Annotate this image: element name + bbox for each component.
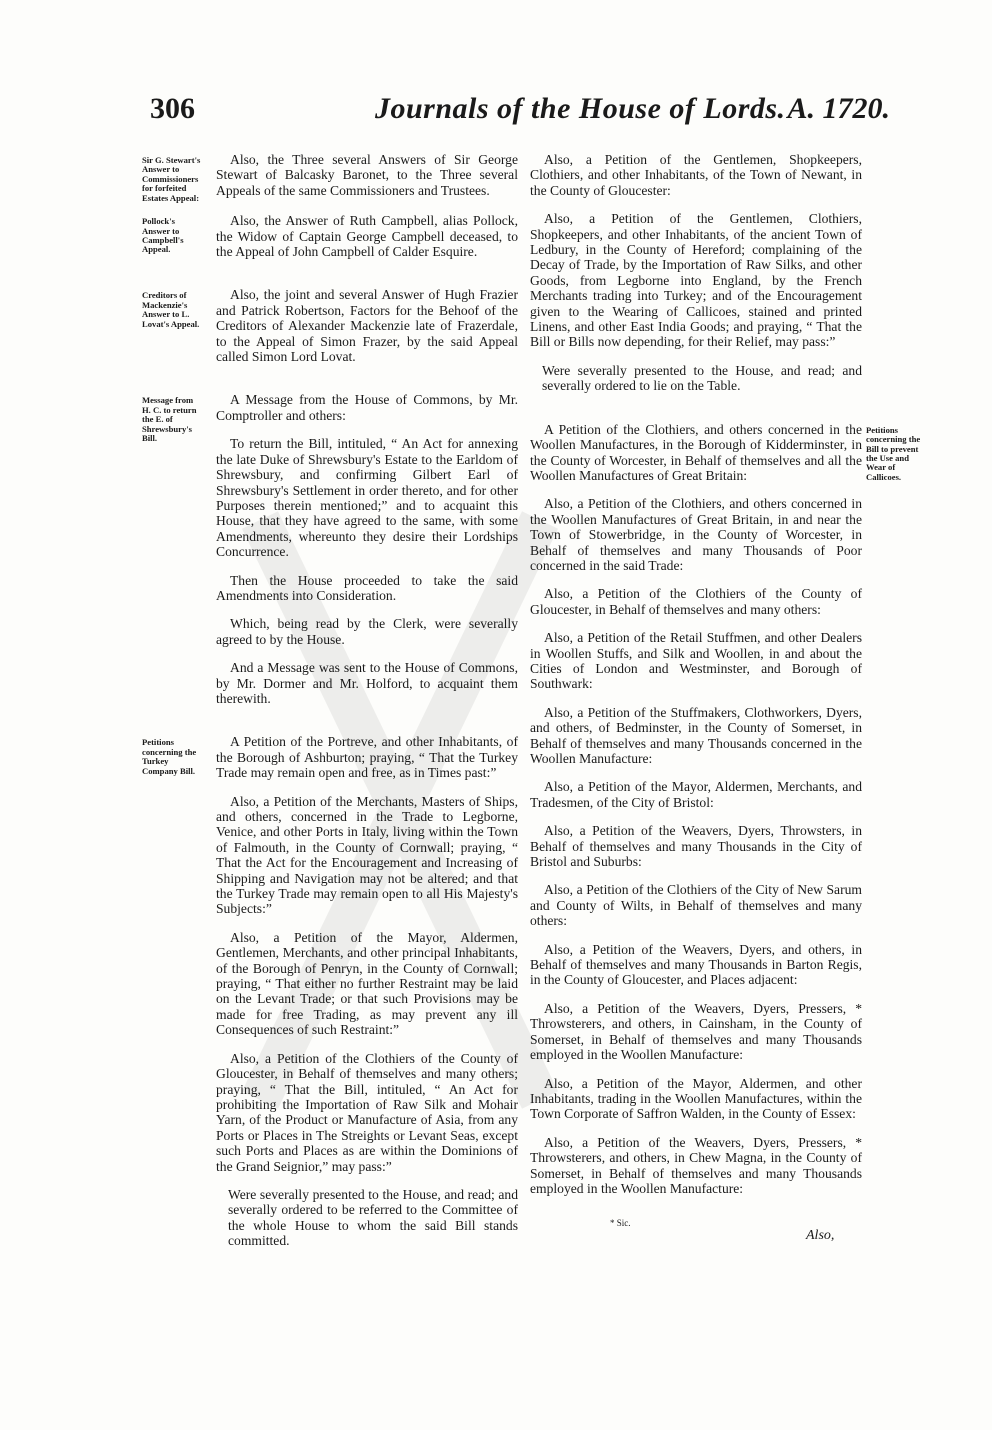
entry-stewart-answers — [142, 152, 518, 203]
paragraph: A Petition of the Clothiers, and others concerned in the Woollen Manufactures, in the Borough of Kidderminster, in the County of Worcester, in Behalf of themselves and all the Woollen Manufactures of Great Britain: — [530, 421, 862, 483]
closing-paragraph: Were severally presented to the House, and read; and severally ordered to lie on the Table. — [542, 362, 862, 394]
paragraph: Also, the Three several Answers of Sir George Stewart of Balcasky Baronet, to the Three several Appeals of the same Commissioners and Trustees. — [216, 152, 518, 198]
paragraph: A Message from the House of Commons, by Mr. Comptroller and others: — [216, 392, 518, 423]
closing-paragraph: Were severally presented to the House, and read; and severally ordered to be referred to the Committee of the whole House to whom the said Bill stands committed. — [228, 1186, 518, 1249]
paragraph: Also, the Answer of Ruth Campbell, alias Pollock, the Widow of Captain George Campbell deceased, to the Appeal of John Campbell of Calder Esquire. — [216, 213, 518, 260]
page-header — [150, 92, 890, 136]
entry-turkey-petitions — [142, 734, 518, 1249]
catchword: Also, — [806, 1228, 835, 1243]
paragraph: Also, a Petition of the Weavers, Dyers, Pressers, * Throwsterers, and others, in Chew Magna, in the County of Somerset, in Behalf of themselves and many Thousands employed in the Woollen Manufacture: — [530, 1134, 862, 1196]
entry-pollock-answer — [142, 213, 518, 260]
right-column — [530, 152, 921, 1211]
year: A. 1720. — [787, 92, 890, 125]
paragraph: To return the Bill, intituled, “ An Act for annexing the late Duke of Shrewsbury's Estate to the Earldom of Shrewsbury, and confirming Gilbert Earl of Shrewsbury's Settlement in order thereto, and for other Purposes therein mentioned;” and to acquaint this House, that they have agreed to the same, with some Amendments, whereunto they desire their Lordships Concurrence. — [216, 436, 518, 560]
paragraph: Also, a Petition of the Weavers, Dyers, Pressers, * Throwsterers, and others, in Cainsham, in the County of Somerset, in Behalf of themselves and many Thousands employed in the Woollen Manufacture: — [530, 1000, 862, 1063]
paragraph: Which, being read by the Clerk, were severally agreed to by the House. — [216, 616, 518, 647]
paragraph: Also, a Petition of the Mayor, Aldermen, and other Inhabitants, trading in the Woollen Manufactures, within the Town Corporate of Saffron Walden, in the County of Essex: — [530, 1075, 862, 1122]
entry-mackenzie-creditors — [142, 287, 518, 365]
journal-title: Journals of the House of Lords. — [375, 92, 786, 125]
paragraph: Also, the joint and several Answer of Hugh Frazier and Patrick Robertson, Factors for the Behoof of the Creditors of Alexander Mackenzie late of Frazerdale, to the Appeal of Simon Frazer, by the said Appeal called Simon Lord Lovat. — [216, 287, 518, 365]
paragraph: Also, a Petition of the Mayor, Aldermen, Merchants, and Tradesmen, of the City of Bristol: — [530, 779, 862, 810]
margin-note: Petitions concerning the Bill to prevent the Use and Wear of Callicoes. — [866, 424, 921, 482]
margin-note: Sir G. Stewart's Answer to Commissioners for forfeited Estates Appeal: — [142, 155, 201, 203]
paragraph: Then the House proceeded to take the said Amendments into Consideration. — [216, 572, 518, 603]
footnote: * Sic. — [610, 1218, 631, 1228]
paragraph: Also, a Petition of the Mayor, Aldermen, Gentlemen, Merchants, and other principal Inhabitants, of the Borough of Penryn, in the County of Cornwall; praying, “ That either no further Restraint may be laid on the Levant Trade; or that such Provisions may be made for free Trading, as may prevent any ill Consequences of such Restraint:” — [216, 929, 518, 1038]
margin-note: Petitions concerning the Turkey Company Bill. — [142, 737, 197, 776]
margin-note: Message from H. C. to return the E. of Shrewsbury's Bill. — [142, 395, 197, 444]
paragraph: Also, a Petition of the Clothiers of the County of Gloucester, in Behalf of themselves and many others: — [530, 586, 862, 617]
paragraph: Also, a Petition of the Clothiers of the City of New Sarum and County of Wilts, in Behalf of themselves and many others: — [530, 882, 862, 929]
entry-commons-message — [142, 392, 518, 706]
paragraph: And a Message was sent to the House of Commons, by Mr. Dormer and Mr. Holford, to acquaint them therewith. — [216, 660, 518, 706]
entry-callico-petitions — [530, 421, 921, 1197]
left-column — [142, 152, 518, 1264]
paragraph: Also, a Petition of the Weavers, Dyers, and others, in Behalf of themselves and many Thousands in Barton Regis, in the County of Gloucester, and Places adjacent: — [530, 941, 862, 988]
paragraph: Also, a Petition of the Gentlemen, Clothiers, Shopkeepers, and other Inhabitants, of the ancient Town of Ledbury, in the County of Hereford; complaining of the Decay of Trade, by the Importation of Raw Silks, and other Goods, from Legborne into England, by the French Merchants trading into Turkey; and of the Encouragement given to the Wearing of Callicoes, stained and printed Linens, and other East India Goods; and praying, “ That the Bill or Bills now depending, for their Relief, may pass:” — [530, 211, 862, 350]
paragraph: Also, a Petition of the Retail Stuffmen, and other Dealers in Woollen Stuffs, and Silk and Woollen, in and about the Cities of London and Westminster, and Borough of Southwark: — [530, 630, 862, 692]
paragraph: Also, a Petition of the Gentlemen, Shopkeepers, Clothiers, and other Inhabitants, of the Town of Newant, in the County of Gloucester: — [530, 152, 862, 198]
margin-note: Pollock's Answer to Campbell's Appeal. — [142, 216, 184, 255]
page-number: 306 — [150, 92, 195, 125]
margin-note: Creditors of Mackenzie's Answer to L. Lovat's Appeal. — [142, 290, 200, 329]
paragraph: A Petition of the Portreve, and other Inhabitants, of the Borough of Ashburton; praying, “ That the Turkey Trade may remain open and free, as in Times past:” — [216, 734, 518, 781]
paragraph: Also, a Petition of the Clothiers of the County of Gloucester, in Behalf of themselves and many others; praying, “ That the Bill, intituled, “ An Act for prohibiting the Importation of Raw Silk and Mohair Yarn, of the Product or Manufacture of Asia, from any Ports or Places in The Streights or Levant Seas, except such Ports and Places as are within the Dominions of the Grand Seignior,” may pass:” — [216, 1050, 518, 1174]
entry-newant-ledbury — [530, 152, 862, 394]
paragraph: Also, a Petition of the Weavers, Dyers, Throwsters, in Behalf of themselves and many Thousands in the City of Bristol and Suburbs: — [530, 823, 862, 870]
paragraph: Also, a Petition of the Merchants, Masters of Ships, and others, concerned in the Trade to Legborne, Venice, and other Ports in Italy, living within the Town of Falmouth, in the County of Cornwall; praying, “ That the Act for the Encouragement and Increasing of Shipping and Navigation may not be altered; and that the Turkey Trade may remain open to all His Majesty's Subjects:” — [216, 793, 518, 917]
paragraph: Also, a Petition of the Clothiers, and others concerned in the Woollen Manufactures of Great Britain, in and near the Town of Stowerbridge, in the County of Worcester, in Behalf of themselves and many Thousands of Poor concerned in the said Trade: — [530, 496, 862, 573]
paragraph: Also, a Petition of the Stuffmakers, Clothworkers, Dyers, and others, of Bedminster, in the County of Somerset, in Behalf of themselves and many Thousands concerned in the Woollen Manufacture: — [530, 704, 862, 766]
